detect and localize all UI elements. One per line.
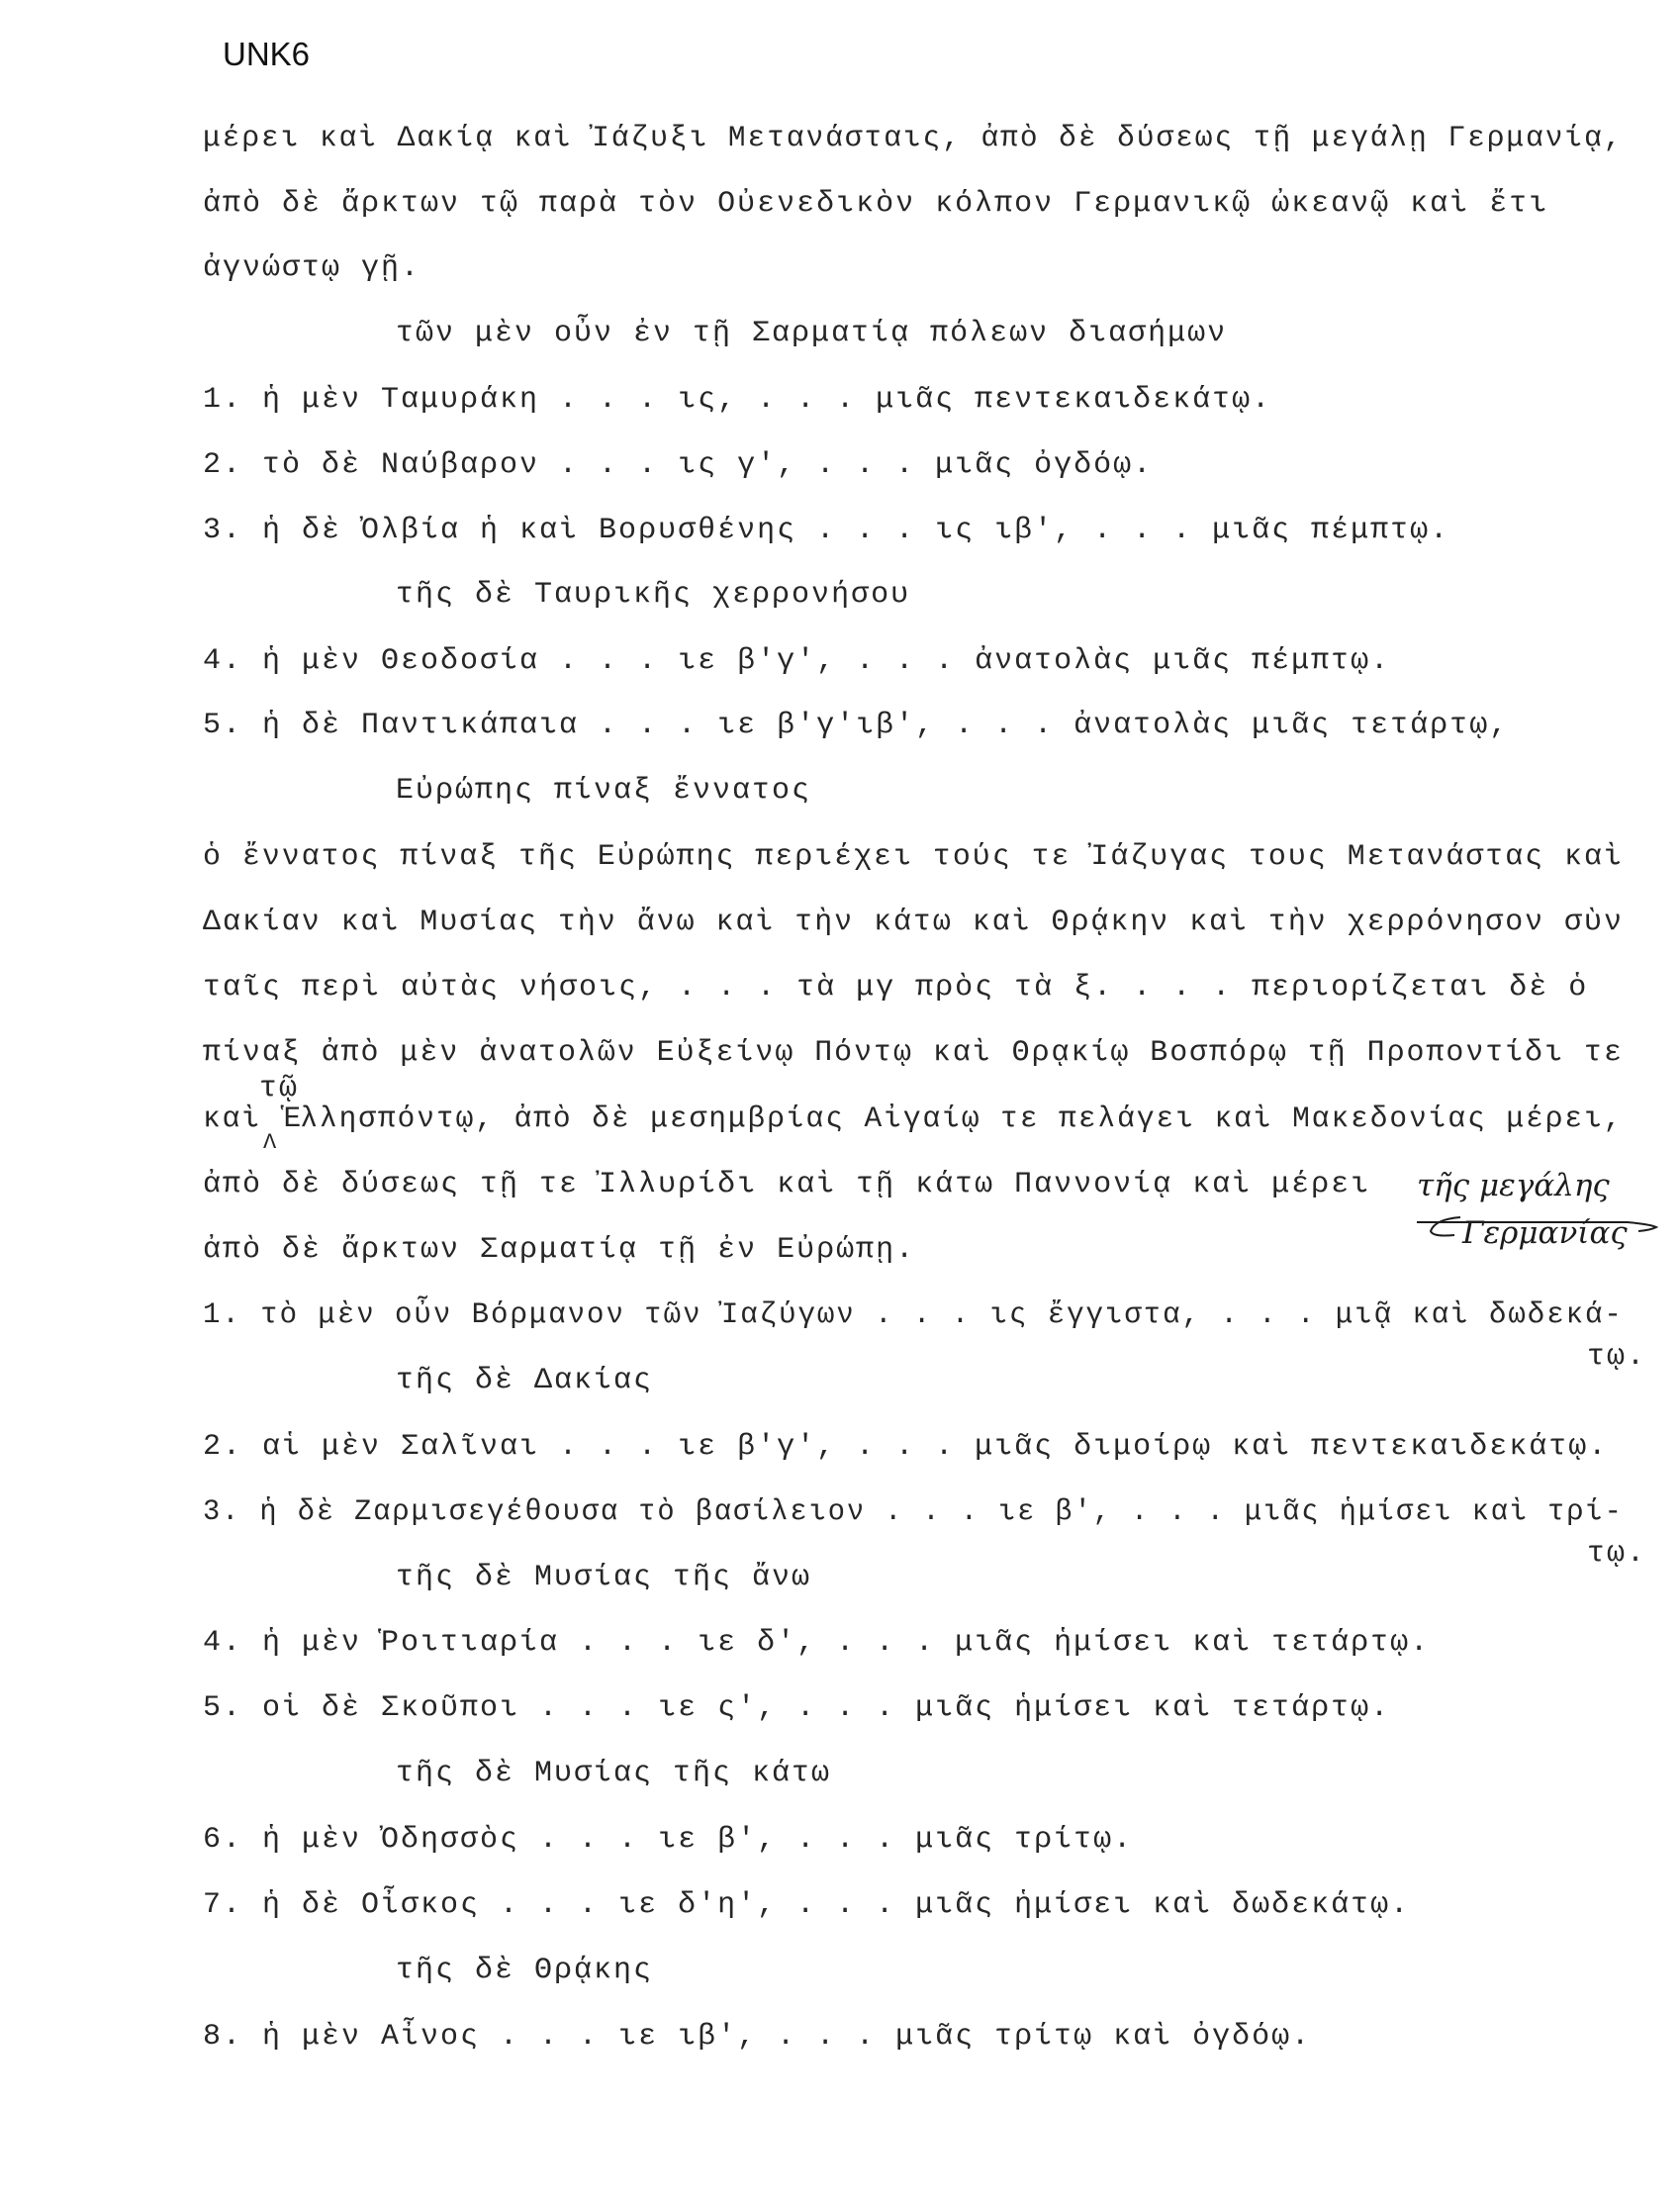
list-item: 3. ἡ δὲ Ζαρμισεγέθουσα τὸ βασίλειον . . . ιε β', . . . μιᾶς ἡμίσει καὶ τρί- — [203, 1495, 1624, 1529]
handwritten-addition-line-1: τῆς μεγάλης — [1417, 1168, 1610, 1203]
text-line-12: ὁ ἔννατος πίναξ τῆς Εὐρώπης περιέχει τούς τε Ἰάζυγας τους Μετανάστας καὶ — [203, 840, 1624, 874]
text-line-16: καὶ Ἑλλησπόντῳ, ἀπὸ δὲ μεσημβρίας Αἰγαίῳ τε πελάγει καὶ Μακεδονίας μέρει, — [203, 1102, 1624, 1136]
section-heading-europe-ninth-map: Εὐρώπης πίναξ ἔννατος — [396, 774, 812, 808]
list-item: 5. ἡ δὲ Παντικάπαια . . . ιε β'γ'ιβ', . . . ἀνατολὰς μιᾶς τετάρτῳ, — [203, 709, 1510, 742]
list-item: 2. αἱ μὲν Σαλῖναι . . . ιε β'γ', . . . μιᾶς διμοίρῳ καὶ πεντεκαιδεκάτῳ. — [203, 1430, 1609, 1464]
list-item: 4. ἡ μὲν Ῥοιτιαρία . . . ιε δ', . . . μιᾶς ἡμίσει καὶ τετάρτῳ. — [203, 1626, 1431, 1660]
hyphen-continuation: τῳ. — [1587, 1340, 1647, 1374]
list-item: 1. ἡ μὲν Ταμυράκη . . . ις, . . . μιᾶς πεντεκαιδεκάτῳ. — [203, 383, 1272, 417]
text-line-1: μέρει καὶ Δακίᾳ καὶ Ἰάζυξι Μετανάσταις, ἀπὸ δὲ δύσεως τῇ μεγάλῃ Γερμανίᾳ, — [203, 122, 1624, 155]
section-heading-taurike: τῆς δὲ Ταυρικῆς χερρονήσου — [396, 578, 911, 612]
page-label: UNK6 — [223, 36, 311, 72]
list-item: 7. ἡ δὲ Οἶσκος . . . ιε δ'η', . . . μιᾶς ἡμίσει καὶ δωδεκάτῳ. — [203, 1888, 1411, 1922]
text-line-2: ἀπὸ δὲ ἄρκτων τῷ παρὰ τὸν Οὐενεδικὸν κόλπον Γερμανικῷ ὠκεανῷ καὶ ἔτι — [203, 187, 1549, 221]
text-line-3: ἀγνώστῳ γῇ. — [203, 251, 421, 285]
list-item: 6. ἡ μὲν Ὀδησσὸς . . . ιε β', . . . μιᾶς τρίτῳ. — [203, 1823, 1134, 1857]
list-item: 4. ἡ μὲν Θεοδοσία . . . ιε β'γ', . . . ἀνατολὰς μιᾶς πέμπτῳ. — [203, 644, 1391, 678]
section-heading-dacia: τῆς δὲ Δακίας — [396, 1364, 654, 1397]
list-item: 2. τὸ δὲ Ναύβαρον . . . ις γ', . . . μιᾶς ὀγδόῳ. — [203, 448, 1154, 482]
handwritten-addition-line-2: Γερμανίας — [1462, 1215, 1628, 1251]
list-item: 8. ἡ μὲν Αἶνος . . . ιε ιβ', . . . μιᾶς τρίτῳ καὶ ὀγδόῳ. — [203, 2020, 1312, 2054]
text-line-15: πίναξ ἀπὸ μὲν ἀνατολῶν Εὐξείνῳ Πόντῳ καὶ Θρᾳκίῳ Βοσπόρῳ τῇ Προποντίδι τε — [203, 1036, 1624, 1070]
text-line-17: ἀπὸ δὲ δύσεως τῇ τε Ἰλλυρίδι καὶ τῇ κάτω Παννονίᾳ καὶ μέρει — [203, 1168, 1371, 1201]
list-item: 5. οἱ δὲ Σκοῦποι . . . ιε ς', . . . μιᾶς ἡμίσει καὶ τετάρτῳ. — [203, 1691, 1391, 1725]
list-item: 3. ἡ δὲ Ὀλβία ἡ καὶ Βορυσθένης . . . ις ιβ', . . . μιᾶς πέμπτῳ. — [203, 514, 1450, 547]
list-item: 1. τὸ μὲν οὖν Βόρμανον τῶν Ἰαζύγων . . . ις ἔγγιστα, . . . μιᾷ καὶ δωδεκά- — [203, 1298, 1624, 1332]
insertion-caret: Λ — [263, 1130, 277, 1155]
section-heading-thrace: τῆς δὲ Θρᾴκης — [396, 1954, 654, 1987]
hyphen-continuation: τῳ. — [1587, 1537, 1647, 1571]
handwritten-arrow — [1425, 1213, 1464, 1241]
section-heading-lower-moesia: τῆς δὲ Μυσίας τῆς κάτω — [396, 1757, 832, 1790]
text-line-18: ἀπὸ δὲ ἄρκτων Σαρματίᾳ τῇ ἐν Εὐρώπῃ. — [203, 1233, 916, 1267]
insertion-above: τῷ — [259, 1072, 300, 1105]
section-heading-upper-moesia: τῆς δὲ Μυσίας τῆς ἄνω — [396, 1561, 812, 1594]
text-line-13: Δακίαν καὶ Μυσίας τὴν ἄνω καὶ τὴν κάτω καὶ Θρᾴκην καὶ τὴν χερρόνησον σὺν — [203, 906, 1624, 939]
text-line-14: ταῖς περὶ αὐτὰς νήσοις, . . . τὰ μγ πρὸς τὰ ξ. . . . περιορίζεται δὲ ὁ — [203, 971, 1589, 1005]
section-heading-sarmatia: τῶν μὲν οὖν ἐν τῇ Σαρματίᾳ πόλεων διασήμων — [396, 317, 1228, 350]
